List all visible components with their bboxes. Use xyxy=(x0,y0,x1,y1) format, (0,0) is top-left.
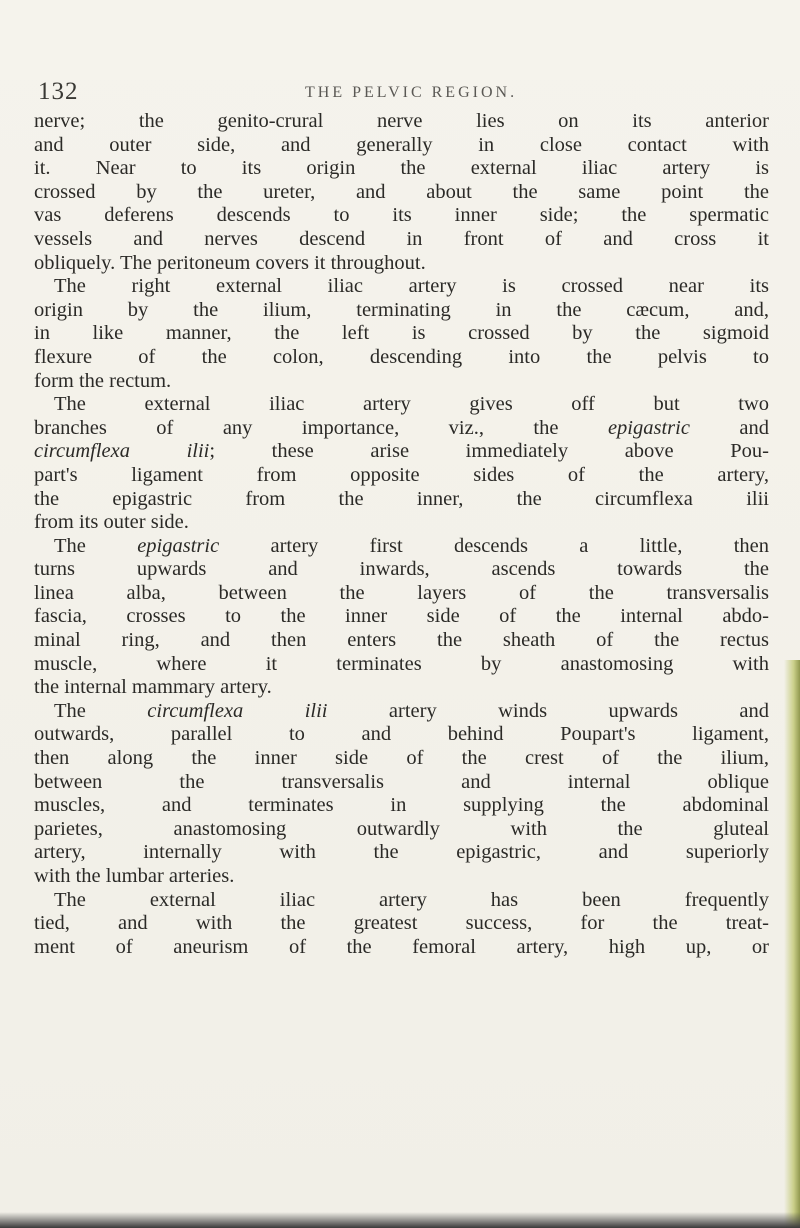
text-line: crossed by the ureter, and about the same point the xyxy=(34,180,769,203)
text-line: The external iliac artery gives off but two xyxy=(54,393,769,416)
text-line: the epigastric from the inner, the circumflexa ilii xyxy=(34,487,769,510)
text-line: muscles, and terminates in supplying the abdominal xyxy=(34,794,769,817)
text-line: flexure of the colon, descending into the pelvis to xyxy=(34,345,769,368)
text-line: turns upwards and inwards, ascends towards the xyxy=(34,558,769,581)
text-line: vessels and nerves descend in front of and cross it xyxy=(34,227,769,250)
text-line: minal ring, and then enters the sheath of the rectus xyxy=(34,629,769,652)
text-line: then along the inner side of the crest of the ilium, xyxy=(34,747,769,770)
text-line: artery, internally with the epigastric, and superiorly xyxy=(34,841,769,864)
text-line: part's ligament from opposite sides of the artery, xyxy=(34,463,769,486)
text-line: tied, and with the greatest success, for the treat- xyxy=(34,912,769,935)
italic-term: epigastric xyxy=(607,416,690,439)
text-line: between the transversalis and internal oblique xyxy=(34,770,769,793)
text-line: The circumflexa ilii artery winds upwards and xyxy=(54,699,769,722)
text-line: circumflexa ilii; these arise immediately above Pou- xyxy=(34,440,769,463)
text-line: branches of any importance, viz., the epigastric and xyxy=(34,416,769,439)
text-line: The external iliac artery has been frequently xyxy=(54,888,769,911)
text-line: from its outer side. xyxy=(34,511,189,534)
text-line: parietes, anastomosing outwardly with the gluteal xyxy=(34,817,769,840)
text-line: ment of aneurism of the femoral artery, high up, or xyxy=(34,935,769,958)
text-line: vas deferens descends to its inner side; the spermatic xyxy=(34,204,769,227)
body-text xyxy=(34,110,769,959)
italic-term: circumflexa ilii xyxy=(147,699,328,722)
text-line: The right external iliac artery is crossed near its xyxy=(54,275,769,298)
text-line: fascia, crosses to the inner side of the internal abdo- xyxy=(34,605,769,628)
text-line: in like manner, the left is crossed by the sigmoid xyxy=(34,322,769,345)
text-line: The epigastric artery first descends a little, then xyxy=(54,534,769,557)
text-line: the internal mammary artery. xyxy=(34,676,272,699)
text-line: and outer side, and generally in close contact with xyxy=(34,133,769,156)
italic-term: epigastric xyxy=(137,534,220,557)
text-line: outwards, parallel to and behind Poupart's ligament, xyxy=(34,723,769,746)
text-line: it. Near to its origin the external iliac artery is xyxy=(34,157,769,180)
page-bottom-shadow xyxy=(0,1212,800,1228)
italic-term: circumflexa ilii xyxy=(34,440,210,463)
page-edge-shadow xyxy=(784,660,800,1228)
text-line: nerve; the genito-crural nerve lies on its anterior xyxy=(34,110,769,132)
text-line: obliquely. The peritoneum covers it throughout. xyxy=(34,251,426,274)
running-head: THE PELVIC REGION. xyxy=(305,84,518,101)
text-line: origin by the ilium, terminating in the cæcum, and, xyxy=(34,298,769,321)
text-line: linea alba, between the layers of the transversalis xyxy=(34,581,769,604)
text-line: form the rectum. xyxy=(34,369,172,392)
text-line: with the lumbar arteries. xyxy=(34,865,235,887)
text-line: muscle, where it terminates by anastomosing with xyxy=(34,652,769,675)
page-number: 132 xyxy=(38,78,79,105)
